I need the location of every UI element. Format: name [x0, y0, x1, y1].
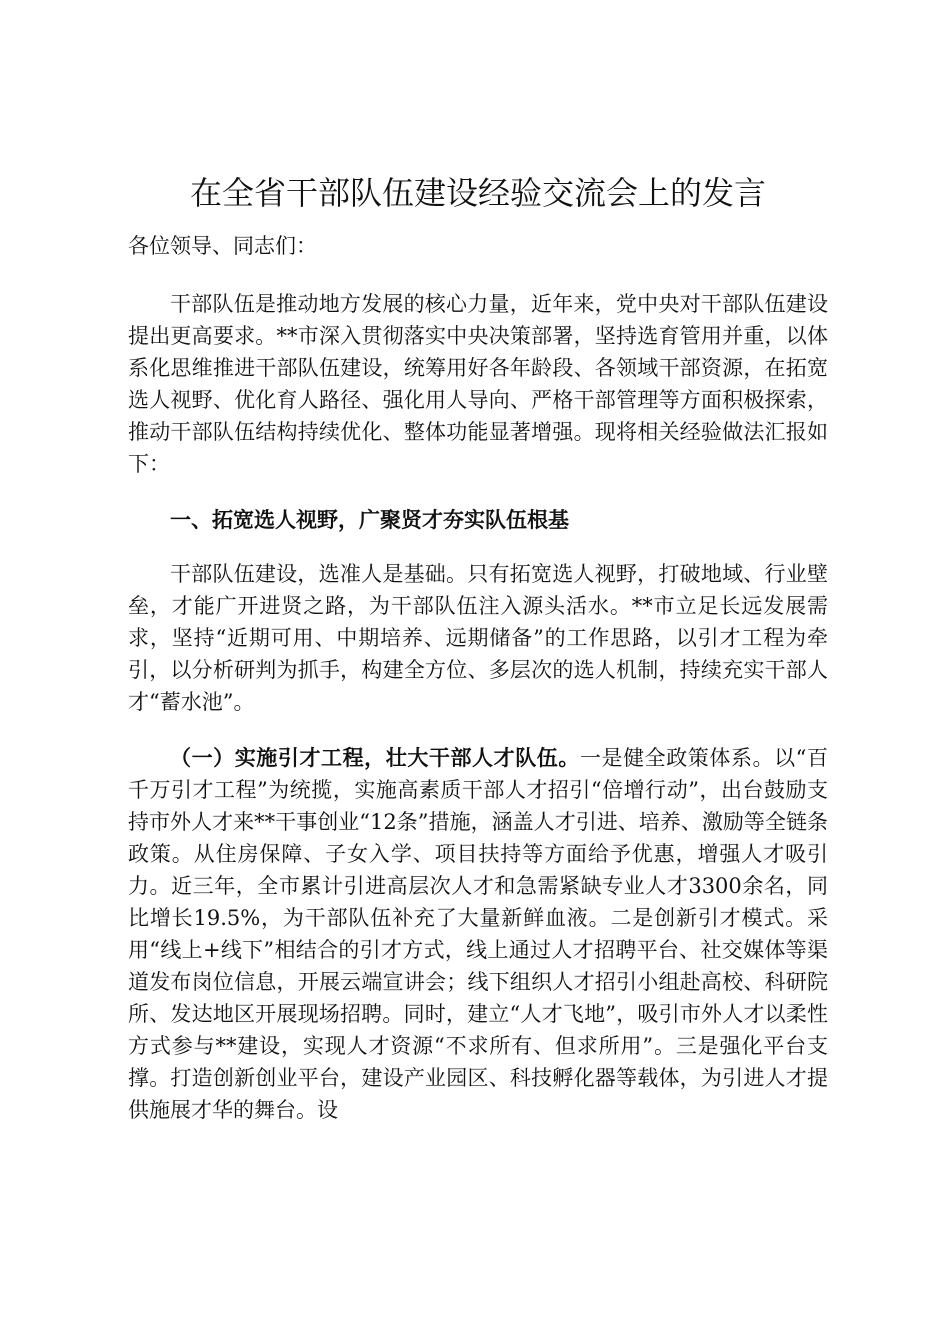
section-1-paragraph: 干部队伍建设，选准人是基础。只有拓宽选人视野，打破地域、行业壁垒，才能广开进贤之路，为干部队伍注入源头活水。**市立足长远发展需求，坚持“近期可用、中期培养、远期储备”的工作思路，以引才工程为牵引，以分析研判为抓手，构建全方位、多层次的选人机制，持续充实干部人才“蓄水池”。 — [128, 562, 828, 714]
document-page — [128, 170, 828, 1150]
subsection-1-body: 一是健全政策体系。以“百千万引才工程”为统揽，实施高素质干部人才招引“倍增行动”，出台鼓励支持市外人才来**干事创业“12条”措施，涵盖人才引进、培养、激励等全链条政策。从住房保障、子女入学、项目扶持等方面给予优惠，增强人才吸引力。近三年，全市累计引进高层次人才和急需紧缺专业人才3300余名，同比增长19.5%，为干部队伍补充了大量新鲜血液。二是创新引才模式。采用“线上+线下”相结合的引才方式，线上通过人才招聘平台、社交媒体等渠道发布岗位信息，开展云端宣讲会；线下组织人才招引小组赴高校、科研院所、发达地区开展现场招聘。同时，建立“人才飞地”，吸引市外人才以柔性方式参与**建设，实现人才资源“不求所有、但求所用”。三是强化平台支撑。打造创新创业平台，建设产业园区、科技孵化器等载体，为引进人才提供施展才华的舞台。设 — [128, 746, 828, 1122]
section-heading-1: 一、拓宽选人视野，广聚贤才夯实队伍根基 — [170, 507, 569, 532]
document-title: 在全省干部队伍建设经验交流会上的发言 — [189, 174, 766, 212]
salutation: 各位领导、同志们： — [128, 234, 317, 258]
subsection-1-paragraph — [128, 742, 828, 1126]
intro-paragraph: 干部队伍是推动地方发展的核心力量，近年来，党中央对干部队伍建设提出更高要求。**市深入贯彻落实中央决策部署，坚持选育管用并重，以体系化思维推进干部队伍建设，统筹用好各年龄段、各领域干部资源，在拓宽选人视野、优化育人路径、强化用人导向、严格干部管理等方面积极探索，推动干部队伍结构持续优化、整体功能显著增强。现将相关经验做法汇报如下： — [128, 292, 828, 476]
subsection-heading-1: （一）实施引才工程，壮大干部人才队伍。 — [170, 745, 580, 770]
